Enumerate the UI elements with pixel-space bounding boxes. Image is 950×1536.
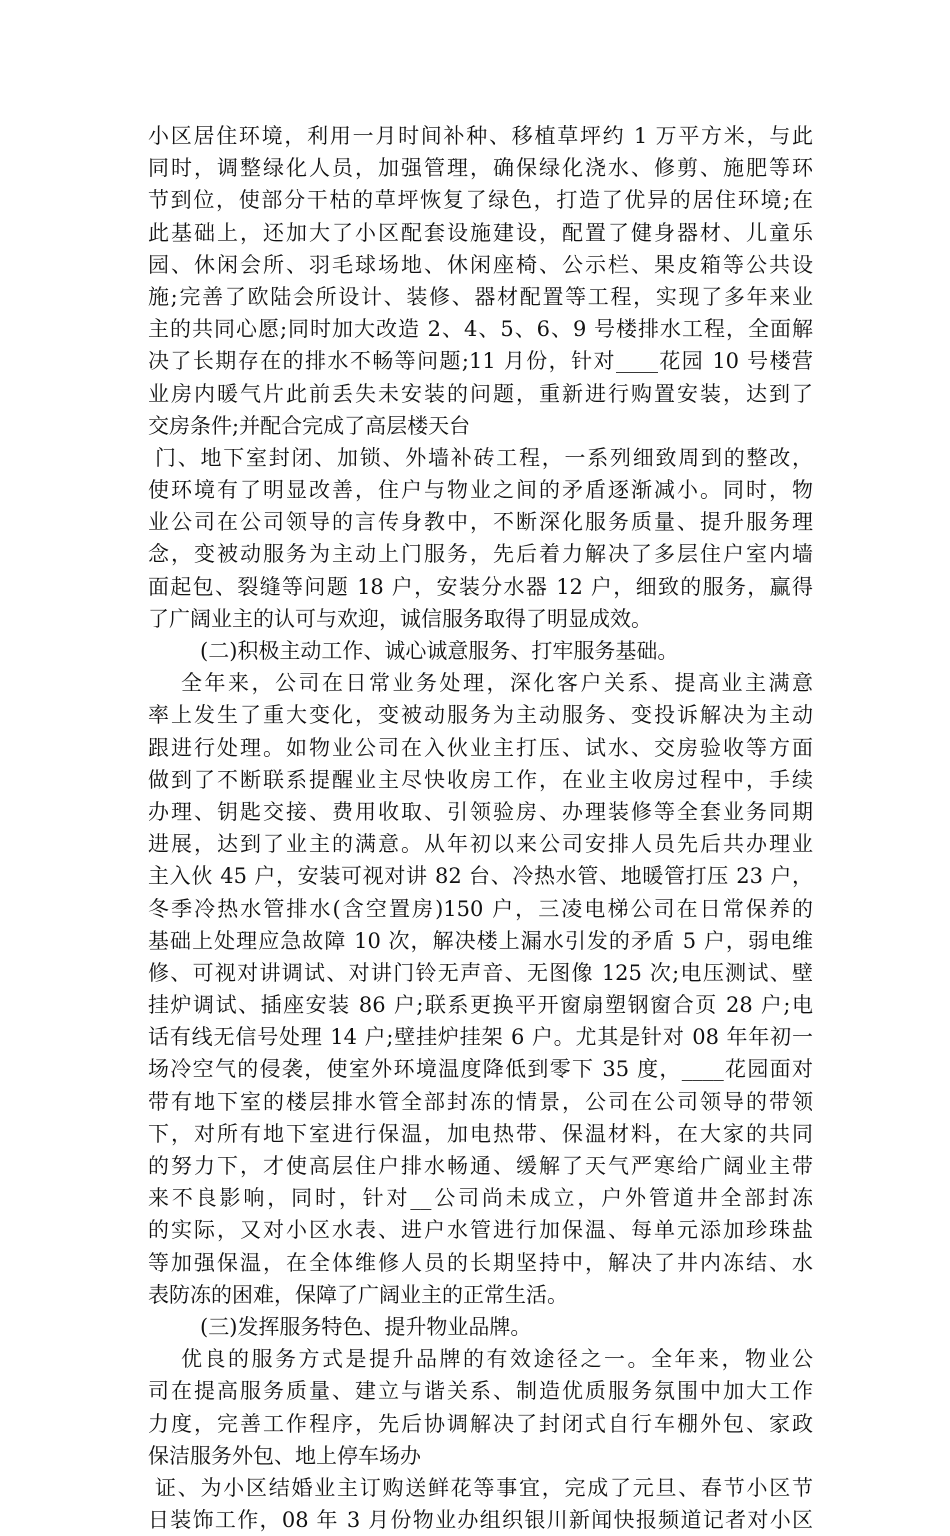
- text-line: 挂炉调试、插座安装 86 户;联系更换平开窗扇塑钢窗合页 28 户;电: [148, 993, 813, 1018]
- text-line: 修、可视对讲调试、对讲门铃无声音、无图像 125 次;电压测试、壁: [148, 960, 813, 985]
- text-line: 节到位，使部分干枯的草坪恢复了绿色，打造了优异的居住环境;在: [148, 188, 813, 213]
- text-line: 冬季冷热水管排水(含空置房)150 户，三凌电梯公司在日常保养的: [148, 896, 813, 921]
- text-line: 主入伙 45 户，安装可视对讲 82 台、冷热水管、地暖管打压 23 户，: [148, 864, 813, 889]
- text-line: 业公司在公司领导的言传身教中，不断深化服务质量、提升服务理: [148, 510, 813, 535]
- text-line: 主的共同心愿;同时加大改造 2、4、5、6、9 号楼排水工程，全面解: [148, 317, 813, 342]
- text-line: 交房条件;并配合完成了高层楼天台: [148, 413, 471, 438]
- section-heading: (二)积极主动工作、诚心诚意服务、打牢服务基础。: [200, 639, 679, 663]
- text-line: 同时，调整绿化人员，加强管理，确保绿化浇水、修剪、施肥等环: [148, 156, 813, 181]
- text-line: 园、休闲会所、羽毛球场地、休闲座椅、公示栏、果皮箱等公共设: [148, 252, 813, 277]
- text-line: 的实际，又对小区水表、进户水管进行加保温、每单元添加珍珠盐: [148, 1218, 813, 1243]
- document-body-text: [148, 120, 813, 1536]
- text-line: 跟进行处理。如物业公司在入伙业主打压、试水、交房验收等方面: [148, 735, 813, 760]
- text-line: 全年来，公司在日常业务处理，深化客户关系、提高业主满意: [181, 671, 813, 696]
- text-line: 决了长期存在的排水不畅等问题;11 月份，针对____花园 10 号楼营: [148, 349, 813, 374]
- text-line: 率上发生了重大变化，变被动服务为主动服务、变投诉解决为主动: [148, 703, 813, 728]
- text-line: 优良的服务方式是提升品牌的有效途径之一。全年来，物业公: [181, 1347, 813, 1372]
- text-line: 业房内暖气片此前丢失未安装的问题，重新进行购置安装，达到了: [148, 381, 813, 406]
- text-line: 力度，完善工作程序，先后协调解决了封闭式自行车棚外包、家政: [148, 1411, 813, 1436]
- text-line: 面起包、裂缝等问题 18 户，安装分水器 12 户，细致的服务，赢得: [148, 574, 813, 599]
- text-line: 小区居住环境，利用一月时间补种、移植草坪约 1 万平方米，与此: [148, 124, 813, 148]
- text-line: 的努力下，才使高层住户排水畅通、缓解了天气严寒给广阔业主带: [148, 1154, 813, 1178]
- text-line: 等加强保温，在全体维修人员的长期坚持中，解决了井内冻结、水: [148, 1250, 813, 1275]
- section-heading: (三)发挥服务特色、提升物业品牌。: [200, 1314, 532, 1339]
- text-line: 下，对所有地下室进行保温，加电热带、保温材料，在大家的共同: [148, 1121, 813, 1146]
- text-line: 进展，达到了业主的满意。从年初以来公司安排人员先后共办理业: [148, 832, 813, 857]
- text-line: 场冷空气的侵袭，使室外环境温度降低到零下 35 度，____花园面对: [148, 1057, 813, 1082]
- text-line: 了广阔业主的认可与欢迎，诚信服务取得了明显成效。: [148, 606, 652, 631]
- text-line: 基础上处理应急故障 10 次，解决楼上漏水引发的矛盾 5 户，弱电维: [148, 928, 813, 953]
- text-line: 话有线无信号处理 14 户;壁挂炉挂架 6 户。尤其是针对 08 年年初一: [148, 1025, 813, 1050]
- text-line: 此基础上，还加大了小区配套设施建设，配置了健身器材、儿童乐: [148, 220, 813, 245]
- text-line: 带有地下室的楼层排水管全部封冻的情景，公司在公司领导的带领: [148, 1089, 813, 1114]
- text-line: 来不良影响，同时，针对__公司尚未成立，户外管道井全部封冻: [148, 1186, 813, 1211]
- text-line: 证、为小区结婚业主订购送鲜花等事宜，完成了元旦、春节小区节: [155, 1475, 813, 1500]
- text-line: 司在提高服务质量、建立与谐关系、制造优质服务氛围中加大工作: [148, 1379, 813, 1404]
- text-line: 表防冻的困难，保障了广阔业主的正常生活。: [148, 1282, 568, 1307]
- text-line: 念，变被动服务为主动上门服务，先后着力解决了多层住户室内墙: [148, 542, 813, 567]
- text-line: 门、地下室封闭、加锁、外墙补砖工程，一系列细致周到的整改，: [155, 445, 813, 470]
- text-line: 施;完善了欧陆会所设计、装修、器材配置等工程，实现了多年来业: [148, 284, 813, 309]
- text-line: 做到了不断联系提醒业主尽快收房工作，在业主收房过程中，手续: [148, 767, 813, 792]
- text-line: 保洁服务外包、地上停车场办: [148, 1443, 421, 1468]
- text-line: 日装饰工作，08 年 3 月份物业办组织银川新闻快报频道记者对小区: [148, 1508, 813, 1533]
- text-line: 使环境有了明显改善，住户与物业之间的矛盾逐渐减小。同时，物: [148, 478, 813, 503]
- text-line: 办理、钥匙交接、费用收取、引领验房、办理装修等全套业务同期: [148, 799, 813, 824]
